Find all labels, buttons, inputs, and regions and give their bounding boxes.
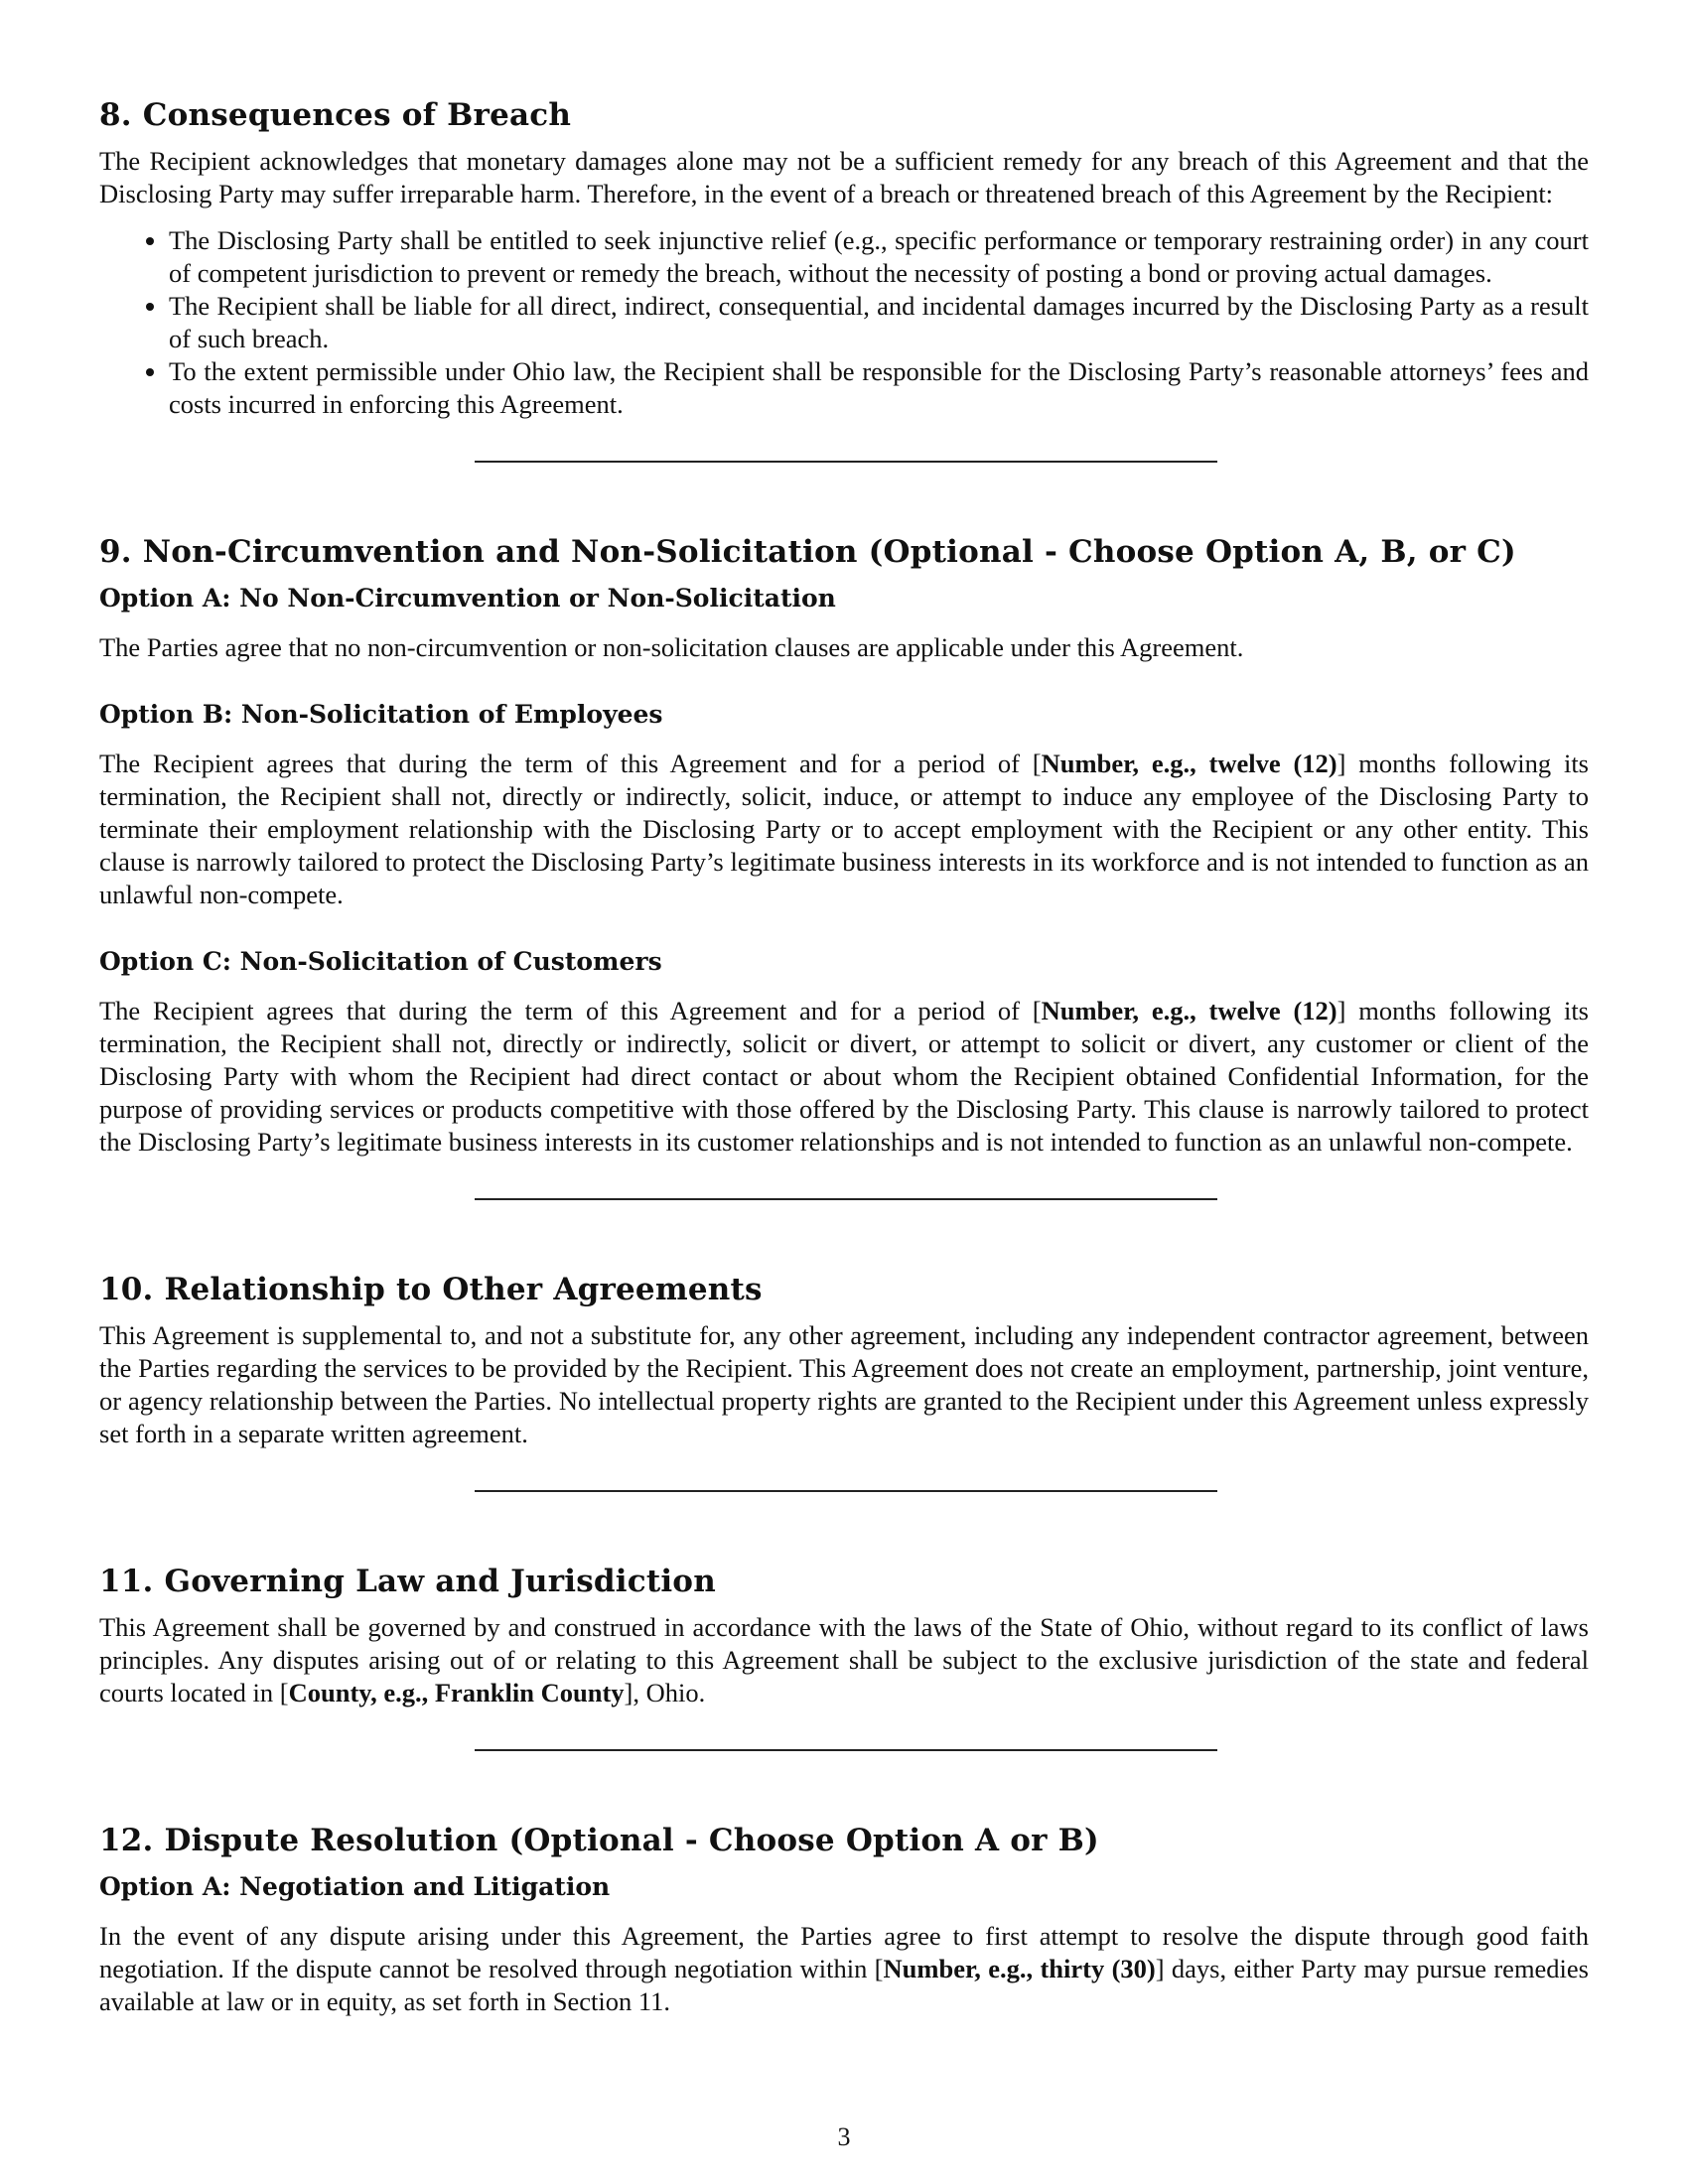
text-segment: The Recipient agrees that during the term of this Agreement and for a period of [ — [99, 749, 1042, 778]
list-item: • The Recipient shall be liable for all direct, indirect, consequential, and incidental damages incurred by the Disclosing Party as a result of such breach. — [169, 290, 1589, 355]
text-segment: ] months following its termination, the Recipient shall not, directly or indirectly, solicit, induce, or attempt to induce any employee of the Disclosing Party to terminate their employment relationship with the Disclosing Party or to accept employment with the Recipient or any other entity. This clause is narrowly tailored to protect the Disclosing Party’s legitimate business interests in its workforce and is not intended to function as an unlawful non-compete. — [99, 749, 1589, 909]
section-9-option-b-title: Option B: Non-Solicitation of Employees — [99, 700, 663, 729]
section-9-option-c-text — [99, 995, 1589, 1159]
section-9-option-c-title: Option C: Non-Solicitation of Customers — [99, 947, 662, 976]
section-10-text: This Agreement is supplemental to, and not a substitute for, any other agreement, including any independent contractor agreement, between the Parties regarding the services to be provided by the Recipient. This Agreement does not create an employment, partnership, joint venture, or agency relationship between the Parties. No intellectual property rights are granted to the Recipient under this Agreement unless expressly set forth in a separate written agreement. — [99, 1320, 1589, 1448]
section-12-option-a-title: Option A: Negotiation and Litigation — [99, 1872, 611, 1901]
section-8-heading: 8. Consequences of Breach — [99, 97, 572, 133]
section-9-option-a-title: Option A: No Non-Circumvention or Non-Solicitation — [99, 584, 836, 613]
divider-wrap — [99, 421, 1589, 532]
text-segment: ] days, either Party may pursue remedies available at law or in equity, as set forth in Section 11. — [99, 1954, 1589, 2016]
text-segment: In the event of any dispute arising under this Agreement, the Parties agree to first attempt to resolve the dispute through good faith negotiation. If the dispute cannot be resolved through negotiation within [ — [99, 1921, 1589, 1983]
text-segment: ] months following its termination, the Recipient shall not, directly or indirectly, solicit or divert, or attempt to solicit or divert, any customer or client of the Disclosing Party with whom the Recipient had direct contact or about whom the Recipient obtained Confidential Information, for the purpose of providing services or products competitive with those offered by the Disclosing Party. This clause is narrowly tailored to protect the Disclosing Party’s legitimate business interests in its customer relationships and is not intended to function as an unlawful non-compete. — [99, 996, 1589, 1157]
section-9-option-a-text: The Parties agree that no non-circumvention or non-solicitation clauses are applicable under this Agreement. — [99, 632, 1244, 662]
placeholder-field: Number, e.g., thirty (30) — [883, 1954, 1156, 1983]
section-8-bullet-list — [99, 224, 1589, 421]
list-item: • The Disclosing Party shall be entitled to seek injunctive relief (e.g., specific performance or temporary restraining order) in any court of competent jurisdiction to prevent or remedy the breach, without the necessity of posting a bond or proving actual damages. — [169, 224, 1589, 290]
divider-wrap — [99, 1159, 1589, 1270]
text-segment: The Recipient agrees that during the term of this Agreement and for a period of [ — [99, 996, 1042, 1025]
document-page — [99, 95, 1589, 2018]
divider — [475, 1198, 1217, 1200]
section-9-heading: 9. Non-Circumvention and Non-Solicitation (Optional - Choose Option A, B, or C) — [99, 534, 1516, 570]
section-11-text — [99, 1611, 1589, 1709]
section-12-option-a-text — [99, 1920, 1589, 2018]
divider-wrap — [99, 1709, 1589, 1821]
page-number: 3 — [837, 2122, 851, 2151]
placeholder-field: Number, e.g., twelve (12) — [1041, 996, 1337, 1025]
section-11-heading: 11. Governing Law and Jurisdiction — [99, 1564, 716, 1599]
divider — [475, 1490, 1217, 1492]
section-12-heading: 12. Dispute Resolution (Optional - Choose Option A or B) — [99, 1823, 1099, 1858]
placeholder-field: County, e.g., Franklin County — [288, 1678, 625, 1707]
section-10-heading: 10. Relationship to Other Agreements — [99, 1272, 763, 1307]
section-9-option-b-text — [99, 748, 1589, 911]
text-segment: This Agreement shall be governed by and construed in accordance with the laws of the State of Ohio, without regard to its conflict of laws principles. Any disputes arising out of or relating to this Agreement shall be subject to the exclusive jurisdiction of the state and federal courts located in [ — [99, 1612, 1589, 1707]
placeholder-field: Number, e.g., twelve (12) — [1041, 749, 1337, 778]
text-segment: ], Ohio. — [624, 1678, 706, 1707]
section-8-intro: The Recipient acknowledges that monetary damages alone may not be a sufficient remedy for any breach of this Agreement and that the Disclosing Party may suffer irreparable harm. Therefore, in the event of a breach or threatened breach of this Agreement by the Recipient: — [99, 146, 1589, 208]
list-item: • To the extent permissible under Ohio law, the Recipient shall be responsible for the Disclosing Party’s reasonable attorneys’ fees and costs incurred in enforcing this Agreement. — [169, 355, 1589, 421]
divider — [475, 1749, 1217, 1751]
divider-wrap — [99, 1450, 1589, 1562]
divider — [475, 461, 1217, 463]
